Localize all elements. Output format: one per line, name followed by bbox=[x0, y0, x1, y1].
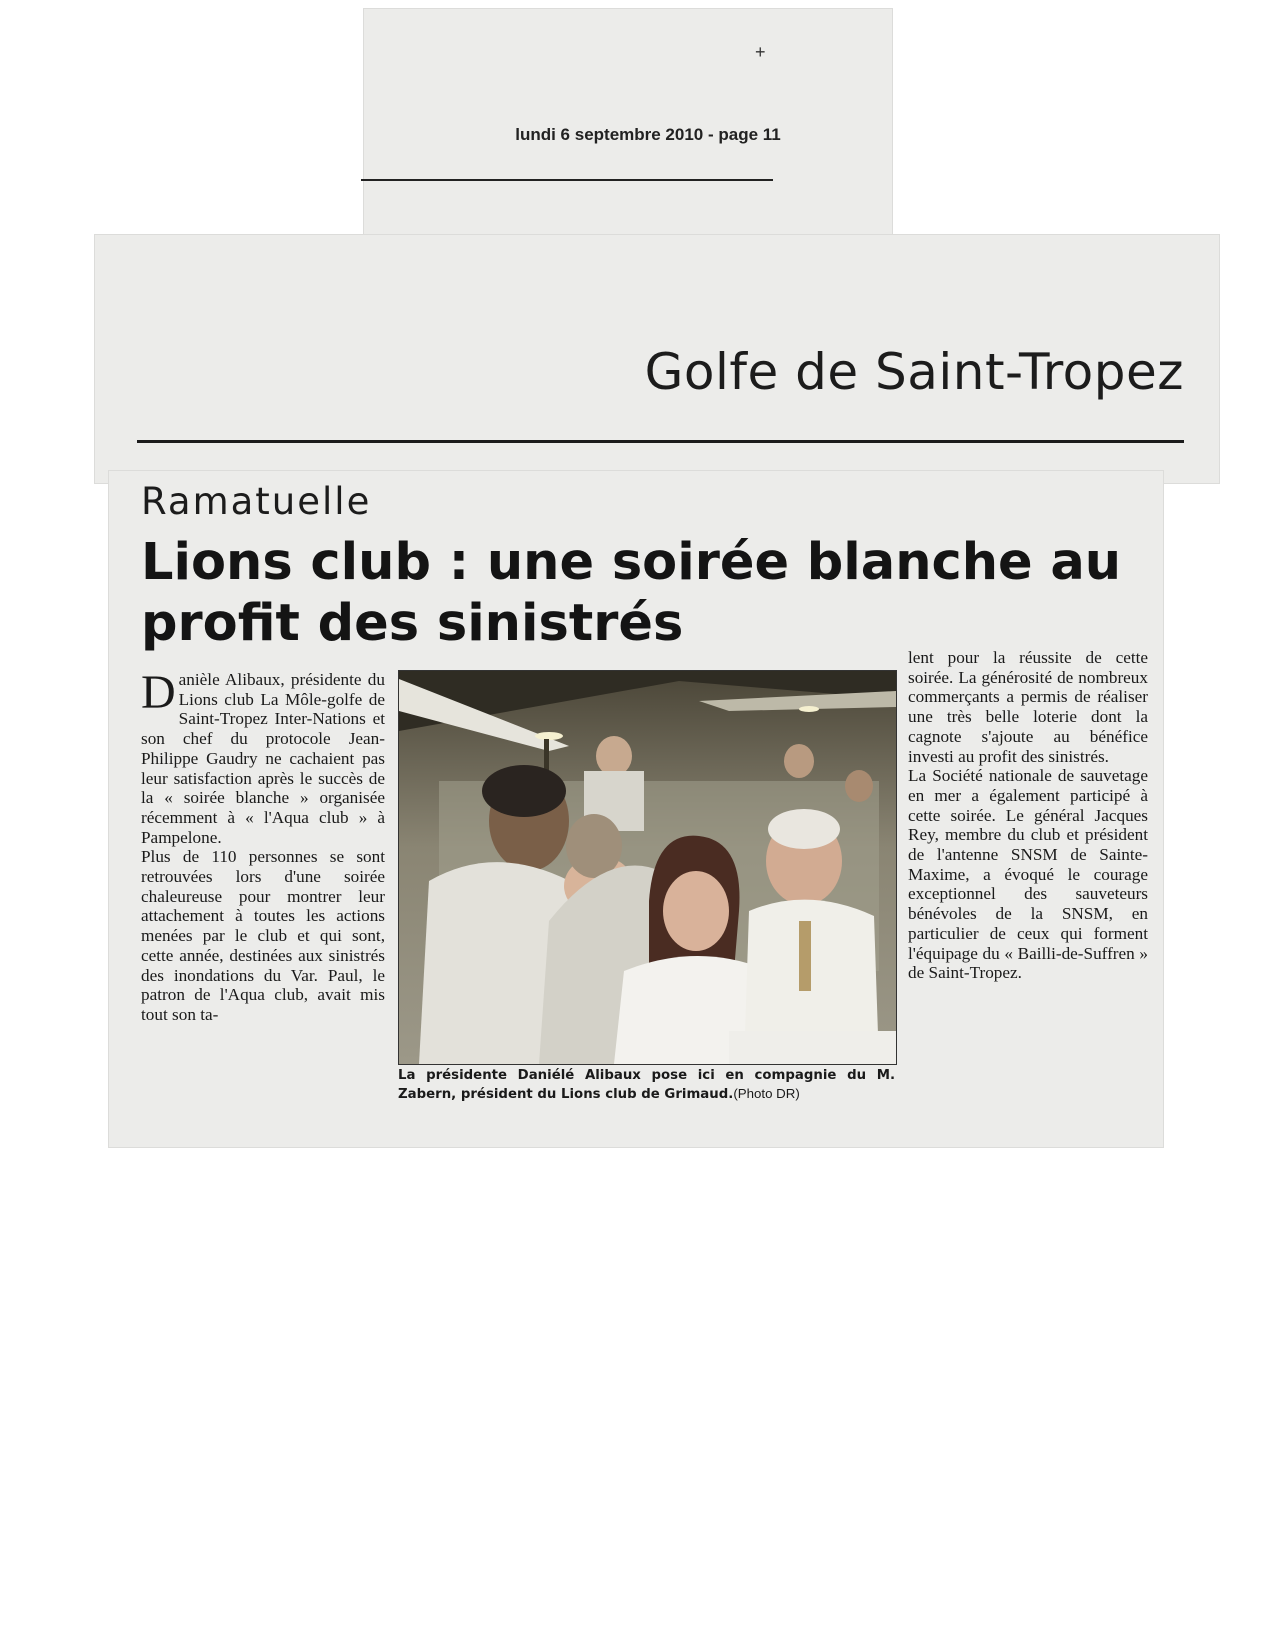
registration-mark: + bbox=[755, 42, 766, 62]
photo-credit: (Photo DR) bbox=[733, 1086, 800, 1101]
section-rule bbox=[137, 440, 1184, 443]
section-title: Golfe de Saint-Tropez bbox=[644, 343, 1184, 401]
section-header-clipping bbox=[94, 234, 1220, 484]
paragraph: lent pour la réussite de cette soirée. La générosité de nombreux commerçants a permis de réaliser une très belle loterie dont la cagnote s'ajoute au bénéfice investi au profit des sinistrés. bbox=[908, 648, 1148, 766]
caption-text: La présidente Daniélé Alibaux pose ici en compagnie du M. Zabern, président du Lions club de Grimaud. bbox=[398, 1068, 895, 1102]
date-clipping bbox=[363, 8, 893, 248]
article-photo bbox=[398, 670, 897, 1065]
paragraph-text: anièle Alibaux, présidente du Lions club La Môle-golfe de Saint-Tropez Inter-Nations et son chef du protocole Jean-Philippe Gaudry ne cachaient pas leur satisfaction après le succès de la « soirée blanche » organisée récemment à « l'Aqua club » à Pampelone. bbox=[141, 670, 385, 847]
paragraph: Plus de 110 personnes se sont retrouvées lors d'une soirée chaleureuse pour montrer leur attachement à toutes les actions menées par le club et qui sont, cette année, destinées aux sinistrés des inondations du Var. Paul, le patron de l'Aqua club, avait mis tout son ta- bbox=[141, 847, 385, 1024]
article-kicker: Ramatuelle bbox=[141, 480, 372, 523]
paragraph bbox=[141, 666, 385, 847]
date-rule bbox=[361, 179, 773, 181]
date-line: lundi 6 septembre 2010 - page 11 bbox=[515, 125, 781, 144]
photo-caption bbox=[398, 1067, 895, 1104]
article-column-left bbox=[141, 666, 385, 1025]
article-headline: Lions club : une soirée blanche au profit des sinistrés bbox=[141, 533, 1122, 653]
drop-cap: D bbox=[141, 666, 176, 719]
paragraph: La Société nationale de sauvetage en mer a également participé à cette soirée. Le général Jacques Rey, membre du club et président de l'antenne SNSM de Sainte-Maxime, a évoqué le courage exceptionnel des sauveteurs bénévoles de la SNSM, en particulier de ceux qui forment l'équipage du « Bailli-de-Suffren » de Saint-Tropez. bbox=[908, 766, 1148, 983]
article-clipping bbox=[108, 470, 1164, 1148]
article-column-right bbox=[908, 648, 1148, 983]
